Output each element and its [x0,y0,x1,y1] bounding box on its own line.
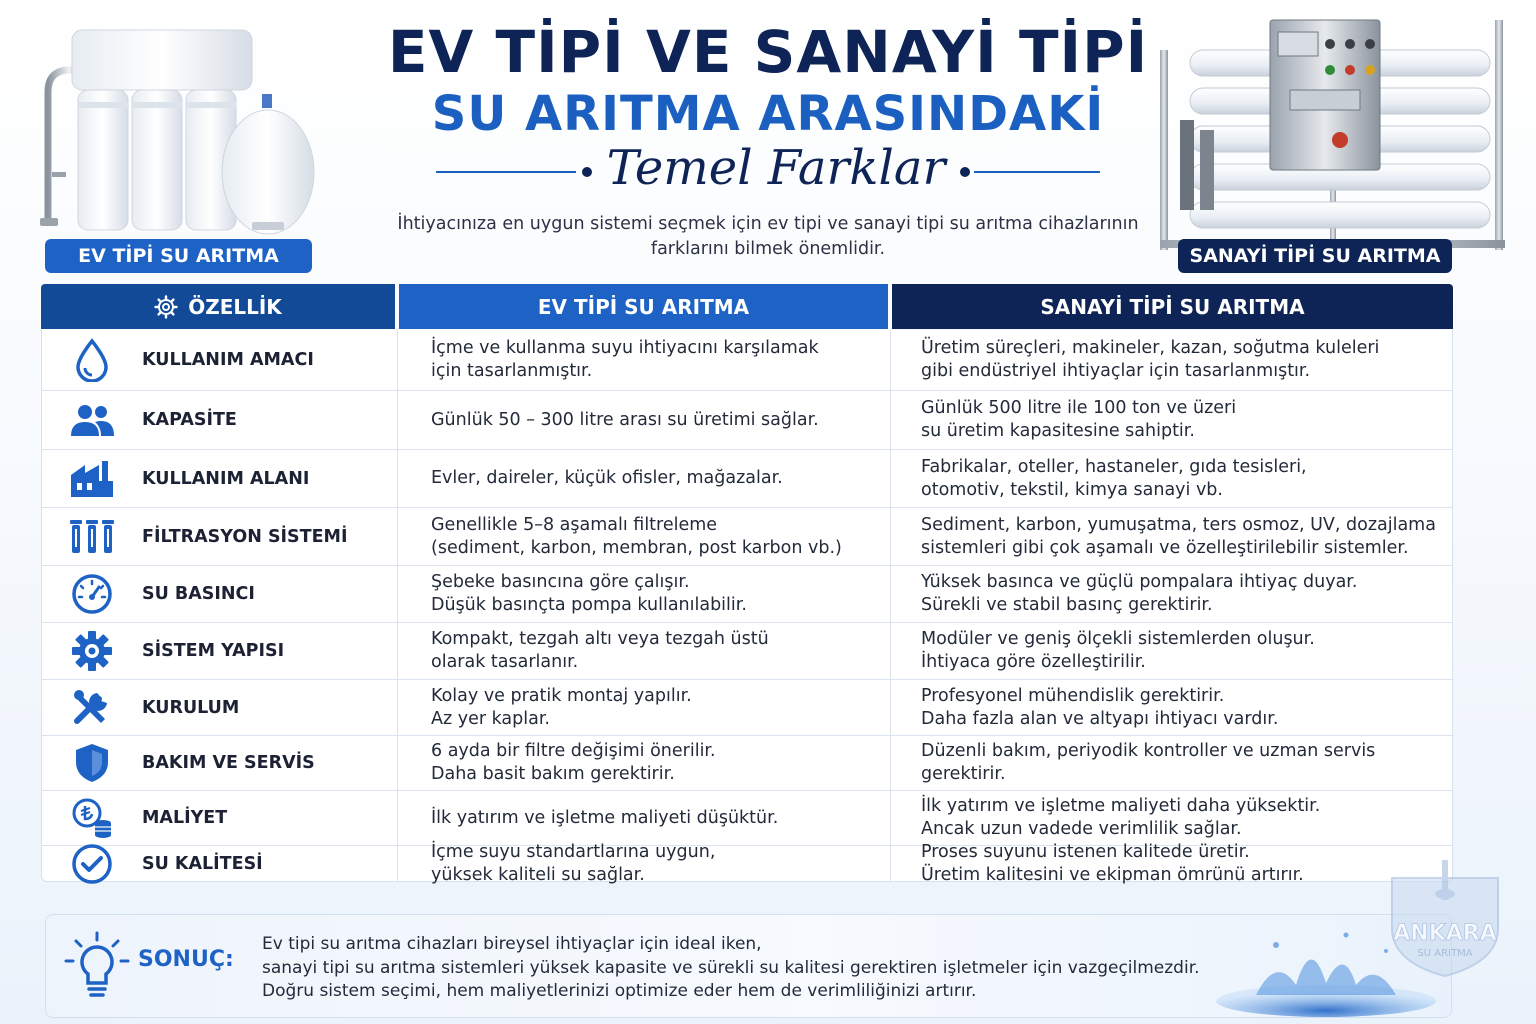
home-cell [398,680,891,735]
industrial-cell [891,450,1452,507]
gear-icon [154,295,178,319]
water-drop-icon [72,338,112,382]
home-value: İçme ve kullanma suyu ihtiyacını karşılamak için tasarlanmıştır. [431,338,819,381]
intro-text [380,212,1156,262]
feature-label: SU KALİTESİ [142,853,263,874]
conclusion-text [262,933,1202,1004]
industrial-value: Sediment, karbon, yumuşatma, ters osmoz, UV, dozajlama sistemleri gibi çok aşamalı ve özelleştirilebilir sistemler. [921,514,1436,558]
feature-label: KAPASİTE [142,410,237,430]
home-cell [398,736,891,790]
industrial-cell [891,841,1452,885]
industrial-value: Düzenli bakım, periyodik kontroller ve uzman servis gerektirir. [921,741,1376,784]
home-value: İlk yatırım ve işletme maliyeti düşüktür. [431,807,779,828]
industrial-value: İlk yatırım ve işletme maliyeti daha yüksektir. Ancak uzun vadede verimlilik sağlar. [921,796,1321,839]
industrial-cell [891,623,1452,679]
industrial-value: Modüler ve geniş ölçekli sistemlerden oluşur. İhtiyaca göre özelleştirilir. [921,629,1315,672]
subtitle-row [436,140,1100,200]
intro-line-1: İhtiyacınıza en uygun sistemi seçmek için ev tipi ve sanayi tipi su arıtma cihazlarının [397,214,1139,234]
feature-cell [42,791,398,845]
home-cell [398,391,891,449]
home-value: İçme suyu standartlarına uygun, yüksek kaliteli su sağlar. [431,841,716,885]
feature-cell [42,450,398,507]
home-cell [398,330,891,390]
shield-icon [73,742,111,784]
header-feature-label: ÖZELLİK [188,294,282,319]
home-value: 6 ayda bir filtre değişimi önerilir. Daha basit bakım gerektirir. [431,741,716,784]
industrial-value: Profesyonel mühendislik gerektirir. Daha fazla alan ve altyapı ihtiyacı vardır. [921,685,1279,729]
feature-cell [42,566,398,622]
header-home: EV TİPİ SU ARITMA [399,284,888,329]
home-cell [398,791,891,845]
table-row [42,791,1452,846]
industrial-value: Günlük 500 litre ile 100 ton ve üzeri su üretim kapasitesine sahiptir. [921,398,1237,441]
home-cell [398,508,891,565]
industrial-value: Proses suyunu istenen kalitede üretir. Üretim kalitesini ve ekipman ömrünü artırır. [921,841,1304,885]
table-body [41,330,1453,885]
feature-cell [42,736,398,790]
feature-cell [42,846,398,881]
header-industrial: SANAYİ TİPİ SU ARITMA [892,284,1453,329]
industrial-type-label: SANAYİ TİPİ SU ARITMA [1178,239,1452,273]
page-title-line2: SU ARITMA ARASINDAKİ [431,86,1105,142]
industrial-cell [891,508,1452,565]
feature-label: KULLANIM AMACI [142,350,314,370]
table-row [42,736,1452,791]
home-cell [398,841,891,885]
feature-cell [42,391,398,449]
watermark-tagline: SU ARITMA [1417,948,1473,959]
pressure-gauge-icon [71,573,113,615]
feature-cell [42,330,398,390]
home-cell [398,623,891,679]
filter-cartridges-icon [69,519,115,555]
industrial-value: Fabrikalar, oteller, hastaneler, gıda tesisleri, otomotiv, tekstil, kimya sanayi vb. [921,456,1307,500]
home-value: Kompakt, tezgah altı veya tezgah üstü olarak tasarlanır. [431,629,769,672]
gear-icon [71,630,113,672]
feature-label: BAKIM VE SERVİS [142,753,315,773]
home-value: Şebeke basıncına göre çalışır. Düşük basınçta pompa kullanılabilir. [431,572,747,615]
conclusion-title: SONUÇ: [138,947,234,972]
industrial-cell [891,566,1452,622]
table-row [42,508,1452,566]
industrial-cell [891,391,1452,449]
feature-label: SİSTEM YAPISI [142,641,285,661]
divider-dot-right [960,167,970,177]
table-row [42,566,1452,623]
feature-label: FİLTRASYON SİSTEMİ [142,526,348,547]
industrial-cell [891,330,1452,390]
tools-icon [71,687,113,729]
conclusion-line-3: Doğru sistem seçimi, hem maliyetlerinizi optimize eder hem de verimliliğinizi artırır. [262,981,977,1001]
feature-cell [42,680,398,735]
building-icon [69,459,115,499]
conclusion-line-2: sanayi tipi su arıtma sistemleri yüksek kapasite ve sürekli su kalitesi gerektiren işletmeler için vazgeçilmezdir. [262,957,1200,978]
industrial-cell [891,680,1452,735]
table-row [42,450,1452,508]
table-header [41,284,1453,330]
page-subtitle: Temel Farklar [606,140,946,196]
check-circle-icon [71,843,113,885]
industrial-water-system-image [1150,10,1520,270]
conclusion-line-1: Ev tipi su arıtma cihazları bireysel ihtiyaçlar için ideal iken, [262,934,762,954]
home-value: Genellikle 5–8 aşamalı filtreleme (sediment, karbon, membran, post karbon vb.) [431,514,842,558]
home-value: Kolay ve pratik montaj yapılır. Az yer kaplar. [431,685,692,729]
feature-label: MALİYET [142,808,228,828]
home-value: Evler, daireler, küçük ofisler, mağazalar. [431,468,783,488]
ankara-logo-watermark [1380,858,1510,978]
home-water-purifier-image [30,22,330,237]
feature-label: KURULUM [142,697,240,718]
feature-label: KULLANIM ALANI [142,468,310,489]
page-title-line1: EV TİPİ VE SANAYİ TİPİ [387,18,1149,86]
header-feature [41,284,395,329]
divider-dot-left [582,167,592,177]
table-row [42,391,1452,450]
feature-label: SU BASINCI [142,584,255,604]
feature-cell [42,508,398,565]
industrial-cell [891,791,1452,845]
watermark-name: ANKARA [1393,921,1497,946]
home-type-label: EV TİPİ SU ARITMA [45,239,312,273]
people-icon [69,402,115,438]
home-value: Günlük 50 – 300 litre arası su üretimi sağlar. [431,409,819,430]
industrial-value: Üretim süreçleri, makineler, kazan, soğutma kuleleri gibi endüstriyel ihtiyaçlar için tasarlanmıştır. [921,338,1380,381]
conclusion-box [45,914,1452,1018]
table-row [42,623,1452,680]
divider-line-right [974,171,1100,173]
industrial-cell [891,736,1452,790]
home-cell [398,566,891,622]
table-row [42,841,1452,885]
feature-cell [42,623,398,679]
lightbulb-icon [62,931,132,1005]
lira-coins-icon [71,797,113,839]
table-row [42,680,1452,736]
table-row [42,330,1452,391]
home-cell [398,450,891,507]
intro-line-2: farklarını bilmek önemlidir. [650,239,886,259]
divider-line-left [436,171,576,173]
industrial-value: Yüksek basınca ve güçlü pompalara ihtiyaç duyar. Sürekli ve stabil basınç gerektirir. [921,572,1358,615]
